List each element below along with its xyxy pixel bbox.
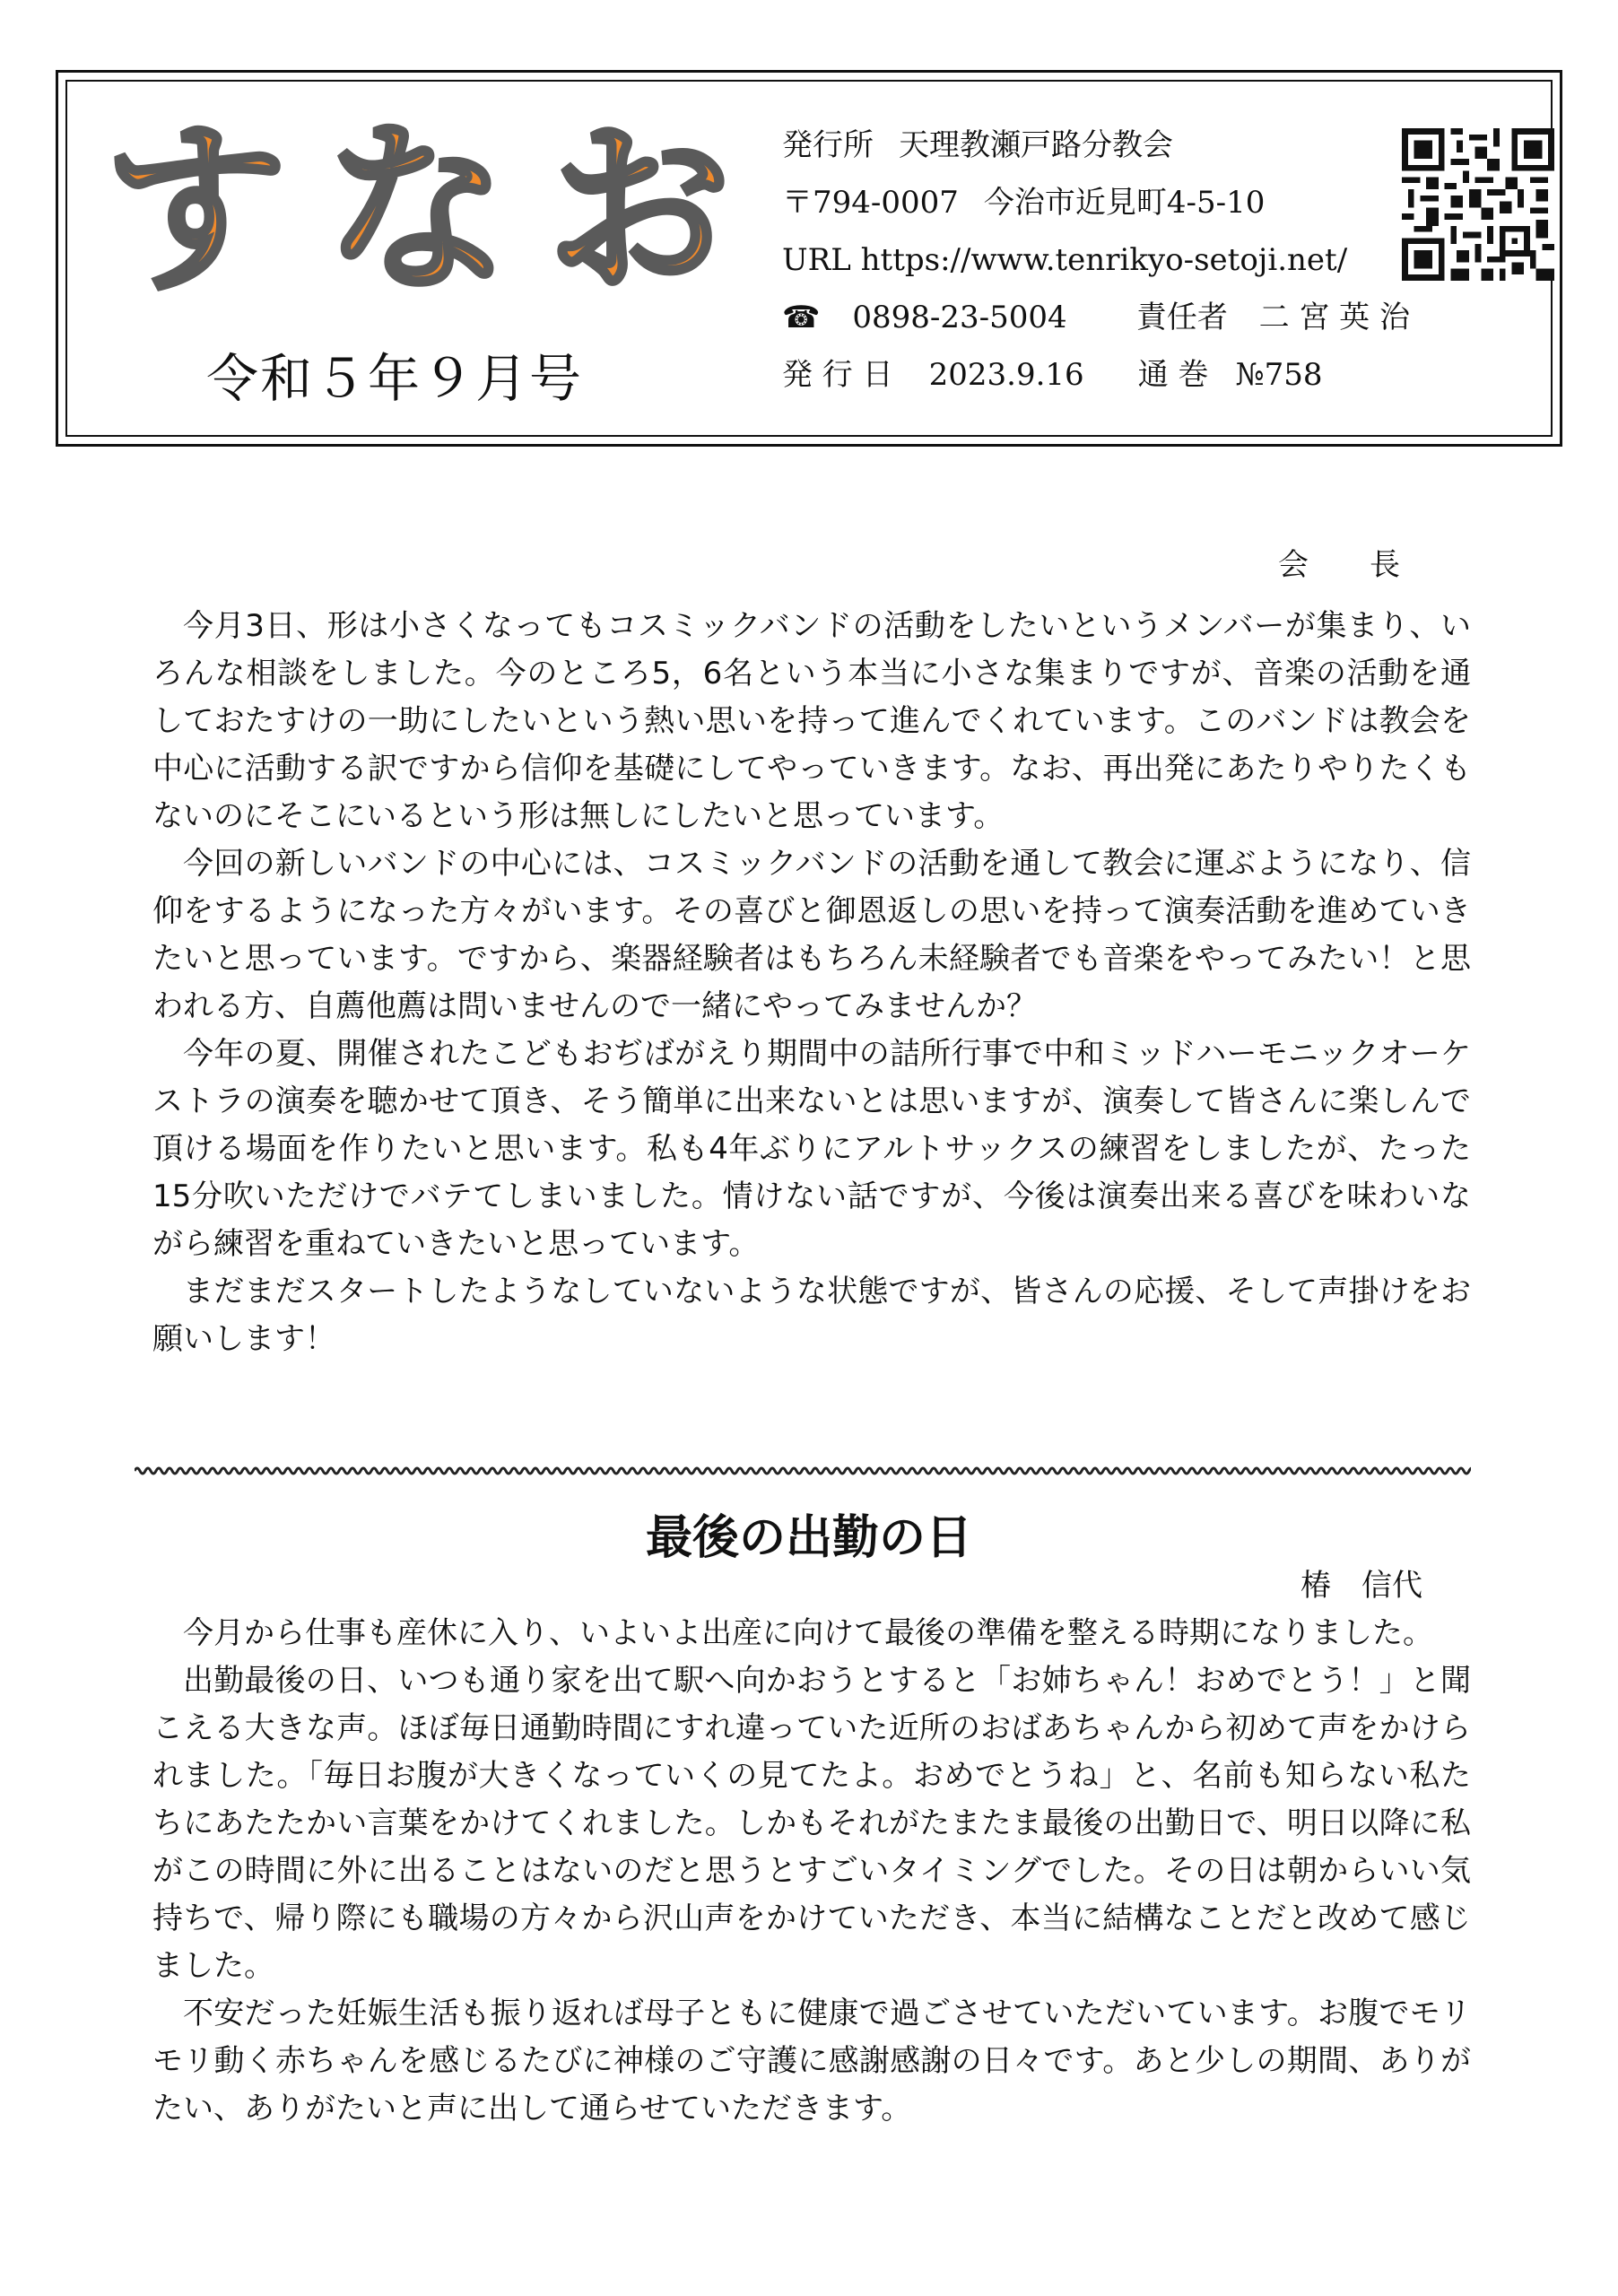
responsible-name: 二 宮 英 治	[1258, 300, 1410, 335]
article1-author: 会 長	[1278, 547, 1400, 583]
address-line	[782, 174, 1410, 231]
responsible-label: 責任者	[1135, 300, 1228, 335]
issue-label: 令和５年９月号	[206, 348, 584, 409]
issue-date: 2023.9.16	[928, 357, 1084, 393]
publisher-label: 発行所	[782, 127, 874, 163]
article1-body	[152, 603, 1471, 1363]
publication-info	[782, 117, 1410, 404]
article1-paragraph: まだまだスタートしたようなしていないような状態ですが、皆さんの応援、そして声掛けをお願いします！	[152, 1274, 1471, 1357]
title-char-3: お	[547, 103, 731, 317]
newsletter-title	[103, 103, 731, 317]
publisher-name: 天理教瀬戸路分教会	[899, 127, 1173, 163]
article2-paragraph: 出勤最後の日、いつも通り家を出て駅へ向かおうとすると「お姉ちゃん！おめでとう！」と聞こえる大きな声。ほぼ毎日通勤時間にすれ違っていた近所のおばあちゃんから初めて声をかけられました。「毎日お腹が大きくなっていくの見てたよ。おめでとうね」と、名前も知らない私たちにあたたかい言葉をかけてくれました。しかもそれがたまたま最後の出勤日で、明日以降に私がこの時間に外に出ることはないのだと思うとすごいタイミングでした。その日は朝からいい気持ちで、帰り際にも職場の方々から沢山声をかけていただき、本当に結構なことだと改めて感じました。	[152, 1663, 1471, 1984]
article2-paragraph: 今月から仕事も産休に入り、いよいよ出産に向けて最後の準備を整える時期になりました。	[183, 1615, 1433, 1651]
article1-paragraph: 今年の夏、開催されたこどもおぢばがえり期間中の詰所行事で中和ミッドハーモニックオーケストラの演奏を聴かせて頂き、そう簡単に出来ないとは思いますが、演奏して皆さんに楽しんで頂ける場面を作りたいと思います。私も4年ぶりにアルトサックスの練習をしましたが、たった15分吹いただけでバテてしまいました。情けない話ですが、今後は演奏出来る喜びを味わいながら練習を重ねていきたいと思っています。	[152, 1036, 1471, 1262]
url-line	[782, 231, 1410, 289]
phone-icon: ☎	[782, 300, 821, 335]
qr-code-icon	[1402, 128, 1554, 281]
date-line	[782, 346, 1410, 404]
date-label: 発 行 日	[782, 357, 893, 393]
postal-code: 〒794-0007	[782, 185, 959, 221]
address: 今治市近見町4-5-10	[983, 185, 1266, 221]
article2-body	[152, 1610, 1471, 2133]
section-divider	[135, 1464, 1471, 1478]
article2-paragraph: 不安だった妊娠生活も振り返れば母子ともに健康で過ごさせていただいています。お腹でモリモリ動く赤ちゃんを感じるたびに神様のご守護に感謝感謝の日々です。あと少しの期間、ありがたい、ありがたいと声に出して通らせていただきます。	[152, 1996, 1471, 2126]
article2-title: 最後の出勤の日	[645, 1511, 972, 1565]
article2-author: 椿 信代	[1300, 1568, 1422, 1604]
website-url[interactable]: URL https://www.tenrikyo-setoji.net/	[782, 242, 1348, 278]
volume-number: №758	[1235, 357, 1323, 393]
phone-line	[782, 289, 1410, 346]
title-char-1: す	[103, 103, 287, 317]
article1-paragraph: 今回の新しいバンドの中心には、コスミックバンドの活動を通して教会に運ぶようになり、信仰をするようになった方々がいます。その喜びと御恩返しの思いを持って演奏活動を進めていきたいと思っています。ですから、楽器経験者はもちろん未経験者でも音楽をやってみたい！と思われる方、自薦他薦は問いませんので一緒にやってみませんか？	[152, 846, 1471, 1024]
article1-paragraph: 今月3日、形は小さくなってもコスミックバンドの活動をしたいというメンバーが集まり、いろんな相談をしました。今のところ5，6名という本当に小さな集まりですが、音楽の活動を通しておたすけの一助にしたいという熱い思いを持って進んでくれています。このバンドは教会を中心に活動する訳ですから信仰を基礎にしてやっていきます。なお、再出発にあたりやりたくもないのにそこにいるという形は無しにしたいと思っています。	[152, 608, 1471, 834]
publisher-line	[782, 117, 1410, 174]
phone-number: 0898-23-5004	[852, 300, 1067, 335]
title-char-2: な	[325, 103, 509, 317]
volume-label: 通 巻	[1137, 357, 1209, 393]
